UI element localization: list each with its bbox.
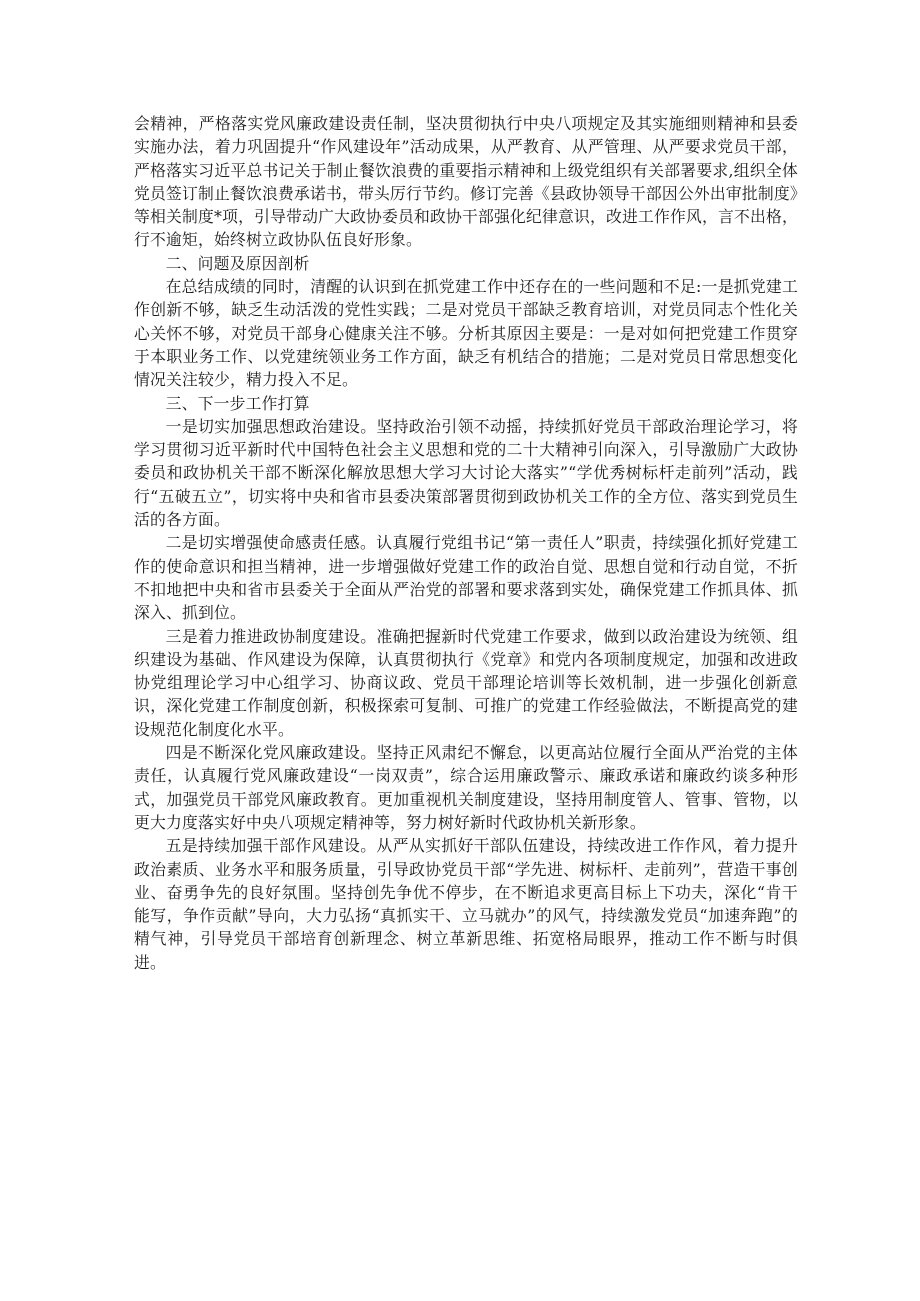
paragraph-step-2: 二是切实增强使命感责任感。认真履行党组书记“第一责任人”职责，持续强化抓好党建工作的使命意识和担当精神，进一步增强做好党建工作的政治自觉、思想自觉和行动自觉，不折不扣地把中央和省市县委关于全面从严治党的部署和要求落到实处，确保党建工作抓具体、抓深入、抓到位。: [134, 533, 798, 623]
paragraph-step-5: 五是持续加强干部作风建设。从严从实抓好干部队伍建设，持续改进工作作风，着力提升政治素质、业务水平和服务质量，引导政协党员干部“学先进、树标杆、走前列”，营造干事创业、奋勇争先的良好氛围。坚持创先争优不停步，在不断追求更高目标上下功夫，深化“肯干能写，争作贡献”导向，大力弘扬“真抓实干、立马就办”的风气，持续激发党员“加速奔跑”的精气神，引导党员干部培育创新理念、树立革新思维、拓宽格局眼界，推动工作不断与时俱进。: [134, 836, 798, 972]
document-body: [134, 112, 798, 974]
paragraph-step-4: 四是不断深化党风廉政建设。坚持正风肃纪不懈怠，以更高站位履行全面从严治党的主体责任，认真履行党风廉政建设“一岗双责”，综合运用廉政警示、廉政承诺和廉政约谈多种形式，加强党员干部党风廉政教育。更加重视机关制度建设，坚持用制度管人、管事、管物，以更大力度落实好中央八项规定精神等，努力树好新时代政协机关新形象。: [134, 743, 798, 832]
paragraph-step-3: 三是着力推进政协制度建设。准确把握新时代党建工作要求，做到以政治建设为统领、组织建设为基础、作风建设为保障，认真贯彻执行《党章》和党内各项制度规定，加强和改进政协党组理论学习中心组学习、协商议政、党员干部理论培训等长效机制，进一步强化创新意识，深化党建工作制度创新，积极探索可复制、可推广的党建工作经验做法，不断提高党的建设规范化制度化水平。: [134, 626, 798, 739]
section-heading-problems: 二、问题及原因剖析: [165, 253, 310, 273]
paragraph-problems: 在总结成绩的同时，清醒的认识到在抓党建工作中还存在的一些问题和不足:一是抓党建工作创新不够，缺乏生动活泼的党性实践；二是对党员干部缺乏教育培训，对党员同志个性化关心关怀不够，对党员干部身心健康关注不够。分析其原因主要是：一是对如何把党建工作贯穿于本职业务工作、以党建统领业务工作方面，缺乏有机结合的措施；二是对党员日常思想变化情况关注较少，精力投入不足。: [134, 277, 798, 390]
section-heading-next-steps: 三、下一步工作打算: [165, 393, 310, 413]
paragraph-step-1: 一是切实加强思想政治建设。坚持政治引领不动摇，持续抓好党员干部政治理论学习，将学习贯彻习近平新时代中国特色社会主义思想和党的二十大精神引向深入，引导激励广大政协委员和政协机关干部不断深化解放思想大学习大讨论大落实”“学优秀树标杆走前列”活动，践行“五破五立”，切实将中央和省市县委决策部署贯彻到政协机关工作的全方位、落实到党员生活的各方面。: [134, 416, 798, 530]
paragraph-continuation: 会精神，严格落实党风廉政建设责任制，坚决贯彻执行中央八项规定及其实施细则精神和县委实施办法，着力巩固提升“作风建设年”活动成果，从严教育、从严管理、从严要求党员干部，严格落实习近平总书记关于制止餐饮浪费的重要指示精神和上级党组织有关部署要求,组织全体党员签订制止餐饮浪费承诺书，带头厉行节约。修订完善《县政协领导干部因公外出审批制度》等相关制度*项，引导带动广大政协委员和政协干部强化纪律意识，改进工作作风，言不出格，行不逾矩，始终树立政协队伍良好形象。: [134, 114, 798, 250]
